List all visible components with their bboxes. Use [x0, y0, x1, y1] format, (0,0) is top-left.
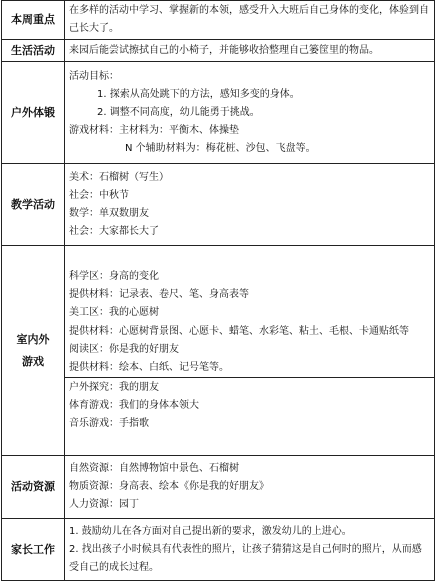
resource-material: 物质资源：身高表、绘本《你是我的好朋友》 — [69, 481, 269, 492]
life-activity-text: 来园后能尝试擦拭自己的小椅子，并能够收拾整理自己篓筐里的物品。 — [65, 40, 435, 62]
games-reading-area: 阅读区：你是我的好朋友 — [69, 343, 179, 355]
teaching-activity-content — [65, 164, 435, 246]
teaching-item-social-1: 社会：中秋节 — [69, 189, 129, 201]
games-art-materials: 提供材料：心愿树背景图、心愿卡、蜡笔、水彩笔、粘土、毛根、卡通贴纸等 — [69, 325, 409, 337]
games-music: 音乐游戏：手指歌 — [69, 417, 149, 429]
row-life-activity — [2, 40, 435, 62]
teaching-item-social-2: 社会：大家都长大了 — [69, 225, 159, 237]
label-games-line1: 室内外 — [16, 332, 50, 346]
label-games-line2: 游戏 — [22, 354, 44, 368]
games-content — [65, 246, 435, 456]
games-block-areas — [69, 268, 431, 377]
row-weekly-focus — [2, 1, 435, 40]
games-sports: 体育游戏：我们的身体本领大 — [69, 399, 199, 411]
label-activity-resources: 活动资源 — [2, 456, 65, 519]
teaching-item-art: 美术：石榴树（写生） — [69, 171, 169, 183]
row-indoor-outdoor-games — [2, 246, 435, 456]
outdoor-goal-1: 1. 探索从高处跳下的方法，感知多变的身体。 — [97, 88, 300, 100]
outdoor-goal-2: 2. 调整不同高度，幼儿能勇于挑战。 — [97, 106, 260, 118]
label-life-activity: 生活活动 — [2, 40, 65, 62]
games-science-materials: 提供材料：记录表、卷尺、笔、身高表等 — [69, 288, 249, 300]
resource-natural: 自然资源：自然博物馆中景色、石榴树 — [69, 463, 239, 474]
resources-content — [65, 456, 435, 519]
row-teaching-activity — [2, 164, 435, 246]
parent-task-2: 2. 找出孩子小时候具有代表性的照片，让孩子猜猜这是自己何时的照片，从而感受自己的成长过程。 — [69, 543, 422, 573]
games-science-area: 科学区：身高的变化 — [69, 270, 159, 282]
teaching-item-math: 数学：单双数朋友 — [69, 207, 149, 219]
label-parent-work: 家长工作 — [2, 519, 65, 581]
outdoor-materials-main: 游戏材料：主材料为：平衡木、体操垫 — [69, 124, 239, 136]
outdoor-materials-aux: N 个辅助材料为：梅花桩、沙包、飞盘等。 — [125, 142, 316, 154]
games-outdoor-explore: 户外探究：我的朋友 — [69, 381, 159, 393]
parent-task-1: 1. 鼓励幼儿在各方面对自己提出新的要求，激发幼儿的上进心。 — [69, 525, 352, 537]
row-parent-work — [2, 519, 435, 581]
row-activity-resources — [2, 456, 435, 519]
label-weekly-focus: 本周重点 — [2, 1, 65, 40]
weekly-focus-text: 在多样的活动中学习、掌握新的本领，感受升入大班后自己身体的变化，体验到自己长大了。 — [65, 1, 435, 40]
row-outdoor-exercise — [2, 62, 435, 164]
resource-human: 人力资源：园丁 — [69, 499, 139, 510]
parent-work-content — [65, 519, 435, 581]
outdoor-goal-heading: 活动目标： — [69, 70, 119, 82]
games-art-area: 美工区：我的心愿树 — [69, 306, 159, 318]
weekly-plan-table — [1, 0, 435, 581]
outdoor-exercise-content — [65, 62, 435, 164]
games-block-outdoor — [65, 377, 434, 434]
label-teaching-activity: 教学活动 — [2, 164, 65, 246]
label-indoor-outdoor-games — [2, 246, 65, 456]
label-outdoor-exercise: 户外体锻 — [2, 62, 65, 164]
games-reading-materials: 提供材料：绘本、白纸、记号笔等。 — [69, 361, 229, 373]
